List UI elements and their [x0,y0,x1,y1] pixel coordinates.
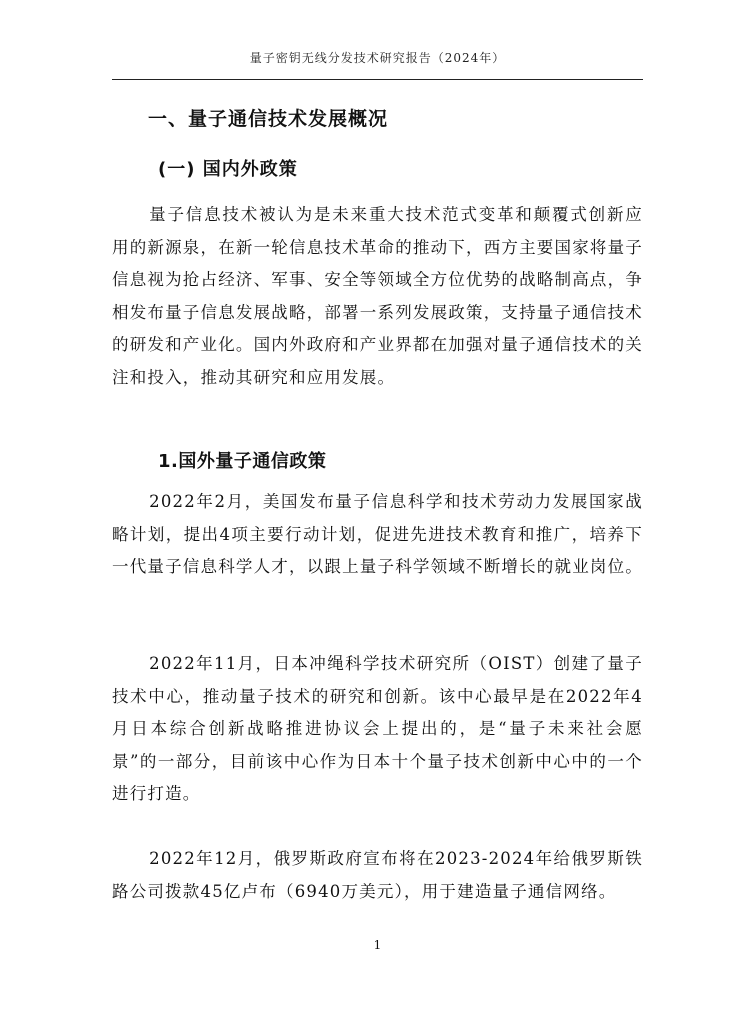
running-header: 量子密钥无线分发技术研究报告（2024年） [249,51,506,65]
subsection-heading: (一) 国内外政策 [158,159,298,180]
policy-paragraph-us: 2022年2月，美国发布量子信息科学和技术劳动力发展国家战略计划，提出4项主要行动计划，促进先进技术教育和推广，培养下一代量子信息科学人才，以跟上量子科学领域不断增长的就业岗位。 [112,492,643,576]
page-number: 1 [373,938,382,952]
topic-heading: 1.国外量子通信政策 [158,451,327,472]
intro-paragraph: 量子信息技术被认为是未来重大技术范式变革和颠覆式创新应用的新源泉，在新一轮信息技术革命的推动下，西方主要国家将量子信息视为抢占经济、军事、安全等领域全方位优势的战略制高点，争相发布量子信息发展战略，部署一系列发展政策，支持量子通信技术的研发和产业化。国内外政府和产业界都在加强对量子通信技术的关注和投入，推动其研究和应用发展。 [112,205,643,387]
section-heading: 一、量子通信技术发展概况 [148,108,389,130]
header-divider [112,79,643,80]
policy-paragraph-russia: 2022年12月，俄罗斯政府宣布将在2023-2024年给俄罗斯铁路公司拨款45亿卢布（6940万美元），用于建造量子通信网络。 [112,849,643,901]
policy-paragraph-japan: 2022年11月，日本冲绳科学技术研究所（OIST）创建了量子技术中心，推动量子技术的研究和创新。该中心最早是在2022年4月日本综合创新战略推进协议会上提出的，是“量子未来社会愿景”的一部分，目前该中心作为日本十个量子技术创新中心中的一个进行打造。 [112,654,643,803]
